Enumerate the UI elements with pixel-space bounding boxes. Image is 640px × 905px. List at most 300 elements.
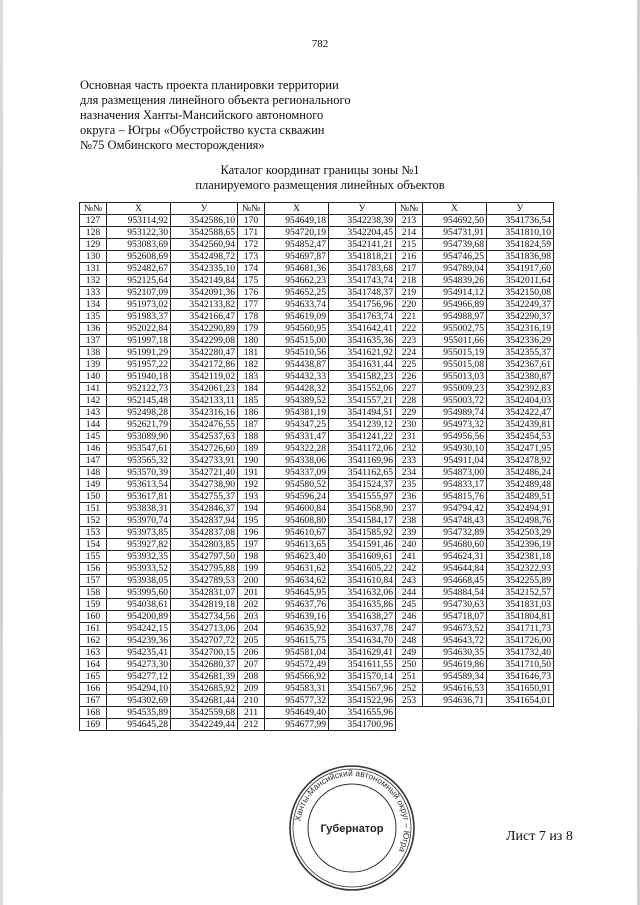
x-coordinate: 954739,68 [423, 239, 487, 251]
y-coordinate: 3542489,51 [487, 491, 554, 503]
point-number: 137 [80, 335, 107, 347]
x-coordinate: 954649,40 [265, 707, 329, 719]
point-number: 140 [80, 371, 107, 383]
point-number: 160 [80, 611, 107, 623]
header-x: X [265, 203, 329, 215]
x-coordinate: 953970,74 [107, 515, 171, 527]
y-coordinate: 3541567,96 [329, 683, 396, 695]
heading-line: для размещения линейного объекта регионального [80, 93, 351, 107]
point-number: 173 [238, 251, 265, 263]
x-coordinate: 954560,95 [265, 323, 329, 335]
y-coordinate: 3541162,65 [329, 467, 396, 479]
y-coordinate: 3542494,91 [487, 503, 554, 515]
point-number: 192 [238, 479, 265, 491]
x-coordinate: 955015,08 [423, 359, 487, 371]
y-coordinate: 3542439,81 [487, 419, 554, 431]
x-coordinate: 954242,15 [107, 623, 171, 635]
point-number: 217 [396, 263, 423, 275]
empty-cell [423, 719, 487, 731]
y-coordinate: 3542091,36 [171, 287, 238, 299]
point-number: 210 [238, 695, 265, 707]
x-coordinate: 953613,54 [107, 479, 171, 491]
y-coordinate: 3542831,07 [171, 587, 238, 599]
point-number: 180 [238, 335, 265, 347]
x-coordinate: 954956,56 [423, 431, 487, 443]
x-coordinate: 954337,09 [265, 467, 329, 479]
x-coordinate: 954692,50 [423, 215, 487, 227]
point-number: 222 [396, 323, 423, 335]
point-number: 205 [238, 635, 265, 647]
y-coordinate: 3541654,01 [487, 695, 554, 707]
y-coordinate: 3542011,64 [487, 275, 554, 287]
x-coordinate: 953089,90 [107, 431, 171, 443]
y-coordinate: 3541557,21 [329, 395, 396, 407]
point-number: 141 [80, 383, 107, 395]
x-coordinate: 954631,62 [265, 563, 329, 575]
x-coordinate: 952145,48 [107, 395, 171, 407]
point-number: 191 [238, 467, 265, 479]
y-coordinate: 3541239,12 [329, 419, 396, 431]
point-number: 179 [238, 323, 265, 335]
header-number: №№ [396, 203, 423, 215]
seal-center-text: Губернатор [320, 823, 384, 835]
point-number: 237 [396, 503, 423, 515]
x-coordinate: 952482,67 [107, 263, 171, 275]
point-number: 186 [238, 407, 265, 419]
x-coordinate: 954613,65 [265, 539, 329, 551]
point-number: 129 [80, 239, 107, 251]
x-coordinate: 953122,30 [107, 227, 171, 239]
x-coordinate: 955011,66 [423, 335, 487, 347]
point-number: 246 [396, 611, 423, 623]
y-coordinate: 3542726,60 [171, 443, 238, 455]
x-coordinate: 954633,74 [265, 299, 329, 311]
x-coordinate: 955003,72 [423, 395, 487, 407]
y-coordinate: 3541804,81 [487, 611, 554, 623]
x-coordinate: 954748,43 [423, 515, 487, 527]
x-coordinate: 954634,62 [265, 575, 329, 587]
x-coordinate: 954662,23 [265, 275, 329, 287]
x-coordinate: 951940,18 [107, 371, 171, 383]
x-coordinate: 952107,09 [107, 287, 171, 299]
x-coordinate: 953083,69 [107, 239, 171, 251]
x-coordinate: 954668,45 [423, 575, 487, 587]
point-number: 128 [80, 227, 107, 239]
y-coordinate: 3541650,91 [487, 683, 554, 695]
point-number: 177 [238, 299, 265, 311]
x-coordinate: 954338,06 [265, 455, 329, 467]
x-coordinate: 954639,16 [265, 611, 329, 623]
point-number: 133 [80, 287, 107, 299]
y-coordinate: 3541748,37 [329, 287, 396, 299]
point-number: 212 [238, 719, 265, 731]
point-number: 231 [396, 431, 423, 443]
table-row [80, 575, 554, 587]
x-coordinate: 954630,35 [423, 647, 487, 659]
y-coordinate: 3542255,89 [487, 575, 554, 587]
y-coordinate: 3542172,86 [171, 359, 238, 371]
y-coordinate: 3542498,72 [171, 251, 238, 263]
y-coordinate: 3541783,68 [329, 263, 396, 275]
header-y: У [487, 203, 554, 215]
y-coordinate: 3541810,10 [487, 227, 554, 239]
x-coordinate: 951973,02 [107, 299, 171, 311]
y-coordinate: 3542837,94 [171, 515, 238, 527]
x-coordinate: 954038,61 [107, 599, 171, 611]
y-coordinate: 3541642,41 [329, 323, 396, 335]
point-number: 178 [238, 311, 265, 323]
x-coordinate: 954730,63 [423, 599, 487, 611]
y-coordinate: 3542336,29 [487, 335, 554, 347]
x-coordinate: 952125,64 [107, 275, 171, 287]
document-heading [80, 78, 380, 153]
point-number: 142 [80, 395, 107, 407]
y-coordinate: 3542396,19 [487, 539, 554, 551]
point-number: 223 [396, 335, 423, 347]
x-coordinate: 954428,32 [265, 383, 329, 395]
x-coordinate: 954580,52 [265, 479, 329, 491]
y-coordinate: 3542734,56 [171, 611, 238, 623]
point-number: 187 [238, 419, 265, 431]
y-coordinate: 3542316,16 [171, 407, 238, 419]
x-coordinate: 954389,52 [265, 395, 329, 407]
point-number: 174 [238, 263, 265, 275]
point-number: 235 [396, 479, 423, 491]
y-coordinate: 3542476,55 [171, 419, 238, 431]
y-coordinate: 3542141,21 [329, 239, 396, 251]
y-coordinate: 3542795,88 [171, 563, 238, 575]
x-coordinate: 954637,76 [265, 599, 329, 611]
table-row [80, 251, 554, 263]
point-number: 211 [238, 707, 265, 719]
x-coordinate: 954610,67 [265, 527, 329, 539]
y-coordinate: 3542559,68 [171, 707, 238, 719]
point-number: 200 [238, 575, 265, 587]
header-number: №№ [238, 203, 265, 215]
caption-line: Каталог координат границы зоны №1 [220, 163, 420, 177]
point-number: 221 [396, 311, 423, 323]
table-row [80, 647, 554, 659]
y-coordinate: 3542133,11 [171, 395, 238, 407]
x-coordinate: 952498,28 [107, 407, 171, 419]
point-number: 152 [80, 515, 107, 527]
x-coordinate: 954381,19 [265, 407, 329, 419]
point-number: 241 [396, 551, 423, 563]
y-coordinate: 3542335,10 [171, 263, 238, 275]
point-number: 188 [238, 431, 265, 443]
empty-cell [487, 719, 554, 731]
table-row [80, 371, 554, 383]
point-number: 194 [238, 503, 265, 515]
x-coordinate: 954515,00 [265, 335, 329, 347]
heading-line: №75 Омбинского месторождения» [80, 138, 265, 152]
x-coordinate: 954581,04 [265, 647, 329, 659]
point-number: 216 [396, 251, 423, 263]
y-coordinate: 3542133,82 [171, 299, 238, 311]
table-caption [0, 163, 640, 193]
point-number: 243 [396, 575, 423, 587]
x-coordinate: 954930,10 [423, 443, 487, 455]
x-coordinate: 954720,19 [265, 227, 329, 239]
x-coordinate: 954623,40 [265, 551, 329, 563]
table-row [80, 539, 554, 551]
y-coordinate: 3541710,50 [487, 659, 554, 671]
table-row [80, 443, 554, 455]
point-number: 153 [80, 527, 107, 539]
y-coordinate: 3541570,14 [329, 671, 396, 683]
y-coordinate: 3541743,74 [329, 275, 396, 287]
x-coordinate: 954619,86 [423, 659, 487, 671]
coordinates-table [79, 202, 554, 731]
table-row [80, 563, 554, 575]
y-coordinate: 3542404,03 [487, 395, 554, 407]
y-coordinate: 3541756,96 [329, 299, 396, 311]
y-coordinate: 3542803,85 [171, 539, 238, 551]
point-number: 183 [238, 371, 265, 383]
y-coordinate: 3542685,92 [171, 683, 238, 695]
point-number: 130 [80, 251, 107, 263]
y-coordinate: 3541169,96 [329, 455, 396, 467]
header-number: №№ [80, 203, 107, 215]
point-number: 182 [238, 359, 265, 371]
header-x: X [423, 203, 487, 215]
table-row [80, 227, 554, 239]
point-number: 203 [238, 611, 265, 623]
point-number: 157 [80, 575, 107, 587]
x-coordinate: 954718,07 [423, 611, 487, 623]
y-coordinate: 3541605,22 [329, 563, 396, 575]
table-row [80, 587, 554, 599]
x-coordinate: 954731,91 [423, 227, 487, 239]
y-coordinate: 3541632,06 [329, 587, 396, 599]
point-number: 163 [80, 647, 107, 659]
y-coordinate: 3542204,45 [329, 227, 396, 239]
x-coordinate: 954608,80 [265, 515, 329, 527]
x-coordinate: 953114,92 [107, 215, 171, 227]
table-row [80, 323, 554, 335]
x-coordinate: 954645,95 [265, 587, 329, 599]
x-coordinate: 954673,52 [423, 623, 487, 635]
x-coordinate: 954794,42 [423, 503, 487, 515]
x-coordinate: 954432,33 [265, 371, 329, 383]
y-coordinate: 3542797,50 [171, 551, 238, 563]
table-row [80, 683, 554, 695]
x-coordinate: 954331,47 [265, 431, 329, 443]
x-coordinate: 954973,32 [423, 419, 487, 431]
x-coordinate: 955015,19 [423, 347, 487, 359]
x-coordinate: 954596,24 [265, 491, 329, 503]
table-row [80, 635, 554, 647]
y-coordinate: 3542503,29 [487, 527, 554, 539]
y-coordinate: 3542290,89 [171, 323, 238, 335]
y-coordinate: 3542700,15 [171, 647, 238, 659]
point-number: 155 [80, 551, 107, 563]
x-coordinate: 954789,04 [423, 263, 487, 275]
table-row [80, 419, 554, 431]
table-header-row [80, 203, 554, 215]
point-number: 168 [80, 707, 107, 719]
x-coordinate: 954643,72 [423, 635, 487, 647]
x-coordinate: 954535,89 [107, 707, 171, 719]
y-coordinate: 3541609,61 [329, 551, 396, 563]
y-coordinate: 3542422,47 [487, 407, 554, 419]
point-number: 220 [396, 299, 423, 311]
x-coordinate: 954600,84 [265, 503, 329, 515]
x-coordinate: 954510,56 [265, 347, 329, 359]
y-coordinate: 3542119,02 [171, 371, 238, 383]
point-number: 228 [396, 395, 423, 407]
point-number: 236 [396, 491, 423, 503]
y-coordinate: 3541172,06 [329, 443, 396, 455]
point-number: 244 [396, 587, 423, 599]
y-coordinate: 3541818,21 [329, 251, 396, 263]
point-number: 195 [238, 515, 265, 527]
header-x: X [107, 203, 171, 215]
empty-cell [487, 707, 554, 719]
y-coordinate: 3541763,74 [329, 311, 396, 323]
point-number: 225 [396, 359, 423, 371]
point-number: 171 [238, 227, 265, 239]
y-coordinate: 3542680,37 [171, 659, 238, 671]
x-coordinate: 953938,05 [107, 575, 171, 587]
table-row [80, 623, 554, 635]
point-number: 162 [80, 635, 107, 647]
y-coordinate: 3542478,92 [487, 455, 554, 467]
x-coordinate: 954989,74 [423, 407, 487, 419]
point-number: 215 [396, 239, 423, 251]
table-row [80, 395, 554, 407]
x-coordinate: 954589,34 [423, 671, 487, 683]
x-coordinate: 955002,75 [423, 323, 487, 335]
point-number: 139 [80, 359, 107, 371]
x-coordinate: 954438,87 [265, 359, 329, 371]
table-row [80, 215, 554, 227]
y-coordinate: 3542586,10 [171, 215, 238, 227]
point-number: 218 [396, 275, 423, 287]
table-row [80, 311, 554, 323]
x-coordinate: 954619,09 [265, 311, 329, 323]
seal-ring-textpath: Ханты-Мансийский автономный округ – Югра [292, 767, 413, 854]
x-coordinate: 954911,04 [423, 455, 487, 467]
point-number: 245 [396, 599, 423, 611]
point-number: 208 [238, 671, 265, 683]
point-number: 170 [238, 215, 265, 227]
x-coordinate: 954852,47 [265, 239, 329, 251]
point-number: 167 [80, 695, 107, 707]
x-coordinate: 952608,69 [107, 251, 171, 263]
y-coordinate: 3541591,46 [329, 539, 396, 551]
table-row [80, 431, 554, 443]
point-number: 214 [396, 227, 423, 239]
y-coordinate: 3542290,37 [487, 311, 554, 323]
point-number: 209 [238, 683, 265, 695]
y-coordinate: 3542249,37 [487, 299, 554, 311]
point-number: 202 [238, 599, 265, 611]
y-coordinate: 3541736,54 [487, 215, 554, 227]
sheet-number: Лист 7 из 8 [506, 829, 573, 844]
y-coordinate: 3541637,78 [329, 623, 396, 635]
y-coordinate: 3542721,40 [171, 467, 238, 479]
y-coordinate: 3541629,41 [329, 647, 396, 659]
x-coordinate: 954914,12 [423, 287, 487, 299]
table-row [80, 719, 554, 731]
point-number: 247 [396, 623, 423, 635]
x-coordinate: 955013,03 [423, 371, 487, 383]
point-number: 150 [80, 491, 107, 503]
x-coordinate: 954277,12 [107, 671, 171, 683]
y-coordinate: 3542755,37 [171, 491, 238, 503]
x-coordinate: 951983,37 [107, 311, 171, 323]
point-number: 147 [80, 455, 107, 467]
table-row [80, 335, 554, 347]
point-number: 134 [80, 299, 107, 311]
table-row [80, 479, 554, 491]
point-number: 165 [80, 671, 107, 683]
point-number: 239 [396, 527, 423, 539]
point-number: 226 [396, 371, 423, 383]
table-row [80, 611, 554, 623]
heading-line: округа – Югры «Обустройство куста скважин [80, 123, 325, 137]
y-coordinate: 3541585,92 [329, 527, 396, 539]
x-coordinate: 951991,29 [107, 347, 171, 359]
y-coordinate: 3541635,86 [329, 599, 396, 611]
table-row [80, 551, 554, 563]
point-number: 146 [80, 443, 107, 455]
table-body [80, 215, 554, 731]
x-coordinate: 954815,76 [423, 491, 487, 503]
point-number: 198 [238, 551, 265, 563]
y-coordinate: 3542238,39 [329, 215, 396, 227]
y-coordinate: 3541726,00 [487, 635, 554, 647]
y-coordinate: 3541610,84 [329, 575, 396, 587]
table-row [80, 527, 554, 539]
point-number: 206 [238, 647, 265, 659]
table-row [80, 239, 554, 251]
x-coordinate: 954652,25 [265, 287, 329, 299]
caption-line: планируемого размещения линейных объектов [195, 178, 445, 192]
x-coordinate: 954697,87 [265, 251, 329, 263]
point-number: 156 [80, 563, 107, 575]
empty-cell [396, 707, 423, 719]
point-number: 176 [238, 287, 265, 299]
point-number: 232 [396, 443, 423, 455]
x-coordinate: 954347,25 [265, 419, 329, 431]
y-coordinate: 3542299,08 [171, 335, 238, 347]
x-coordinate: 954635,92 [265, 623, 329, 635]
x-coordinate: 951997,18 [107, 335, 171, 347]
x-coordinate: 953927,82 [107, 539, 171, 551]
y-coordinate: 3541917,60 [487, 263, 554, 275]
x-coordinate: 954615,75 [265, 635, 329, 647]
x-coordinate: 954624,31 [423, 551, 487, 563]
point-number: 127 [80, 215, 107, 227]
point-number: 249 [396, 647, 423, 659]
y-coordinate: 3541611,55 [329, 659, 396, 671]
table-row [80, 347, 554, 359]
point-number: 204 [238, 623, 265, 635]
point-number: 169 [80, 719, 107, 731]
table-row [80, 407, 554, 419]
x-coordinate: 952621,79 [107, 419, 171, 431]
point-number: 132 [80, 275, 107, 287]
x-coordinate: 954873,00 [423, 467, 487, 479]
point-number: 181 [238, 347, 265, 359]
point-number: 136 [80, 323, 107, 335]
y-coordinate: 3542152,57 [487, 587, 554, 599]
table-row [80, 263, 554, 275]
y-coordinate: 3541552,06 [329, 383, 396, 395]
y-coordinate: 3541732,40 [487, 647, 554, 659]
